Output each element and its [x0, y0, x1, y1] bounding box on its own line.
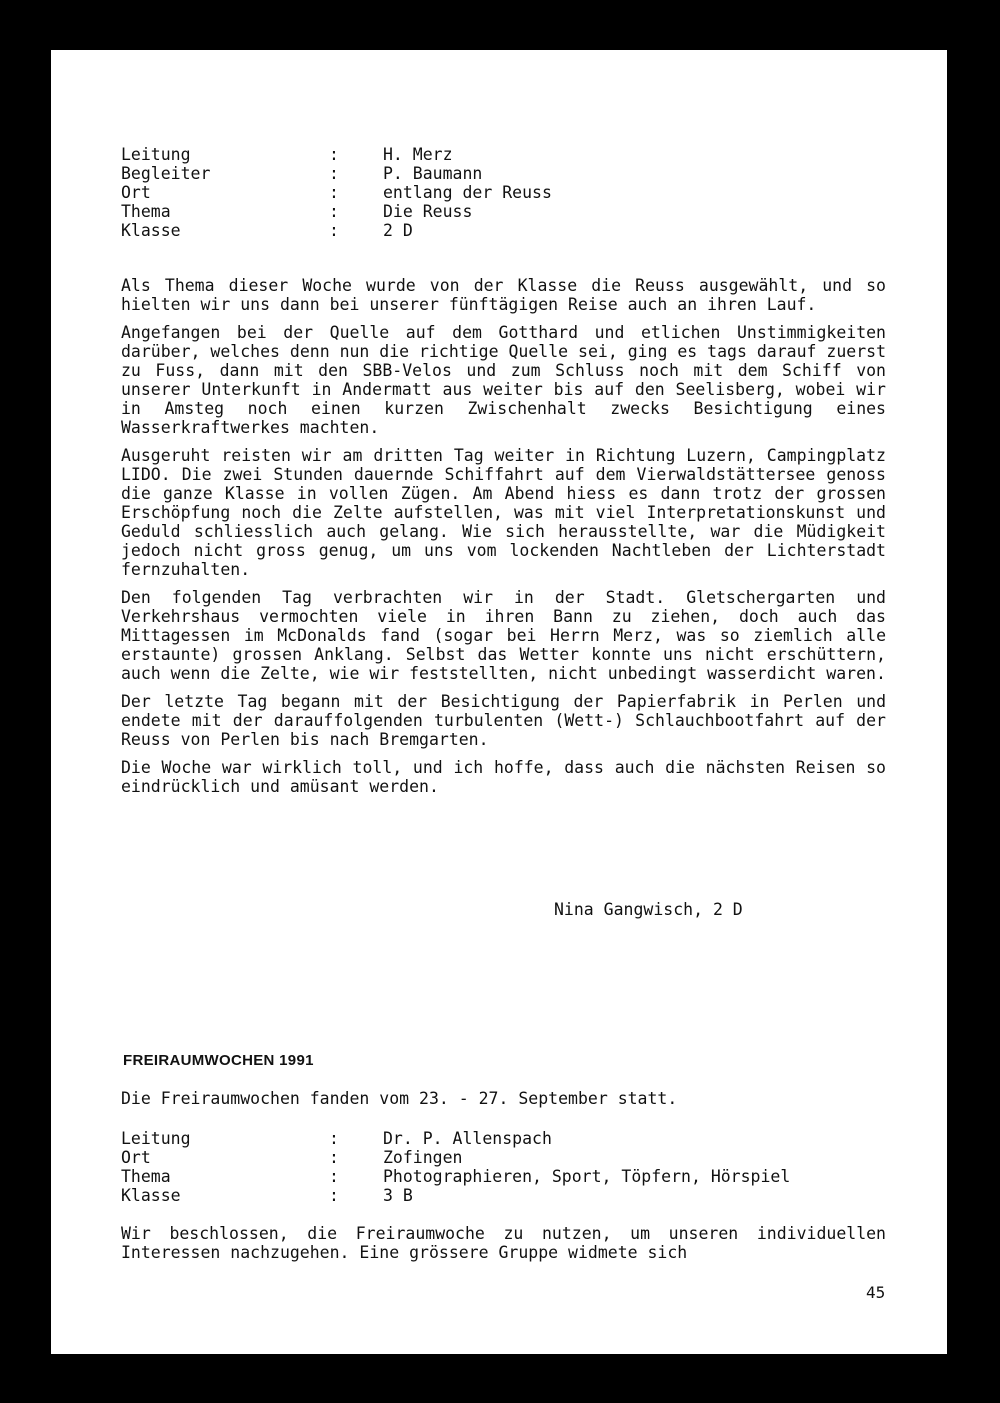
paragraph: Der letzte Tag begann mit der Besichtigung der Papierfabrik in Perlen und endete mit der darauffolgenden turbulenten (Wett-) Schlauchbootfahrt auf der Reuss von Perlen bis nach Bremgarten. [121, 692, 886, 749]
meta-value: 3 B [383, 1186, 413, 1205]
meta-value: Zofingen [383, 1148, 463, 1167]
meta-value: P. Baumann [383, 164, 483, 183]
paragraph: Die Woche war wirklich toll, und ich hoffe, dass auch die nächsten Reisen so eindrücklich und amüsant werden. [121, 758, 886, 796]
meta-key: Ort [121, 183, 151, 202]
meta-value: H. Merz [383, 145, 453, 164]
meta-separator: : [329, 1186, 339, 1205]
meta-value: entlang der Reuss [383, 183, 552, 202]
meta-separator: : [329, 1167, 339, 1186]
meta-key: Ort [121, 1148, 151, 1167]
meta-key: Klasse [121, 1186, 181, 1205]
report1-body [121, 276, 886, 805]
meta-value: 2 D [383, 221, 413, 240]
meta-separator: : [329, 221, 339, 240]
page-number: 45 [866, 1283, 886, 1302]
meta-key: Klasse [121, 221, 181, 240]
paragraph: Die Freiraumwochen fanden vom 23. - 27. September statt. [121, 1089, 678, 1108]
meta-key: Thema [121, 1167, 171, 1186]
section-heading: FREIRAUMWOCHEN 1991 [123, 1052, 314, 1069]
meta-separator: : [329, 145, 339, 164]
report2-body [121, 1224, 886, 1271]
meta-separator: : [329, 1148, 339, 1167]
document-page [51, 50, 947, 1354]
meta-value: Die Reuss [383, 202, 473, 221]
meta-value: Photographieren, Sport, Töpfern, Hörspiel [383, 1167, 791, 1186]
paragraph: Den folgenden Tag verbrachten wir in der Stadt. Gletschergarten und Verkehrshaus vermochten viele in ihren Bann zu ziehen, doch auch das Mittagessen im McDonalds fand (sogar bei Herrn Merz, was so ziemlich alle erstaunte) grossen Anklang. Selbst das Wetter konnte uns nicht erschüttern, auch wenn die Zelte, wie wir feststellten, nicht unbedingt wasserdicht waren. [121, 588, 886, 683]
paragraph: Ausgeruht reisten wir am dritten Tag weiter in Richtung Luzern, Campingplatz LIDO. Die zwei Stunden dauernde Schiffahrt auf dem Vierwaldstättersee genoss die ganze Klasse in vollen Zügen. Am Abend hiess es dann trotz der grossen Erschöpfung noch die Zelte aufstellen, was mit viel Interpretationskunst und Geduld schliesslich auch gelang. Wie sich herausstellte, war die Müdigkeit jedoch nicht gross genug, um uns vom lockenden Nachtleben der Lichterstadt fernzuhalten. [121, 446, 886, 579]
meta-key: Leitung [121, 1129, 191, 1148]
meta-separator: : [329, 202, 339, 221]
paragraph: Angefangen bei der Quelle auf dem Gotthard und etlichen Unstimmigkeiten darüber, welches denn nun die richtige Quelle sei, ging es tags darauf zuerst zu Fuss, dann mit den SBB-Velos und zum Schluss noch mit dem Schiff von unserer Unterkunft in Andermatt aus weiter bis auf den Seelisberg, wobei wir in Amsteg noch einen kurzen Zwischenhalt zwecks Besichtigung eines Wasserkraftwerkes machten. [121, 323, 886, 437]
meta-key: Thema [121, 202, 171, 221]
meta-separator: : [329, 164, 339, 183]
paragraph: Als Thema dieser Woche wurde von der Klasse die Reuss ausgewählt, und so hielten wir uns dann bei unserer fünftägigen Reise auch an ihren Lauf. [121, 276, 886, 314]
meta-separator: : [329, 183, 339, 202]
meta-key: Begleiter [121, 164, 211, 183]
report2-intro [121, 1089, 886, 1117]
meta-separator: : [329, 1129, 339, 1148]
meta-key: Leitung [121, 145, 191, 164]
paragraph: Wir beschlossen, die Freiraumwoche zu nutzen, um unseren individuellen Interessen nachzugehen. Eine grössere Gruppe widmete sich [121, 1224, 886, 1262]
meta-value: Dr. P. Allenspach [383, 1129, 552, 1148]
signature: Nina Gangwisch, 2 D [554, 900, 743, 919]
